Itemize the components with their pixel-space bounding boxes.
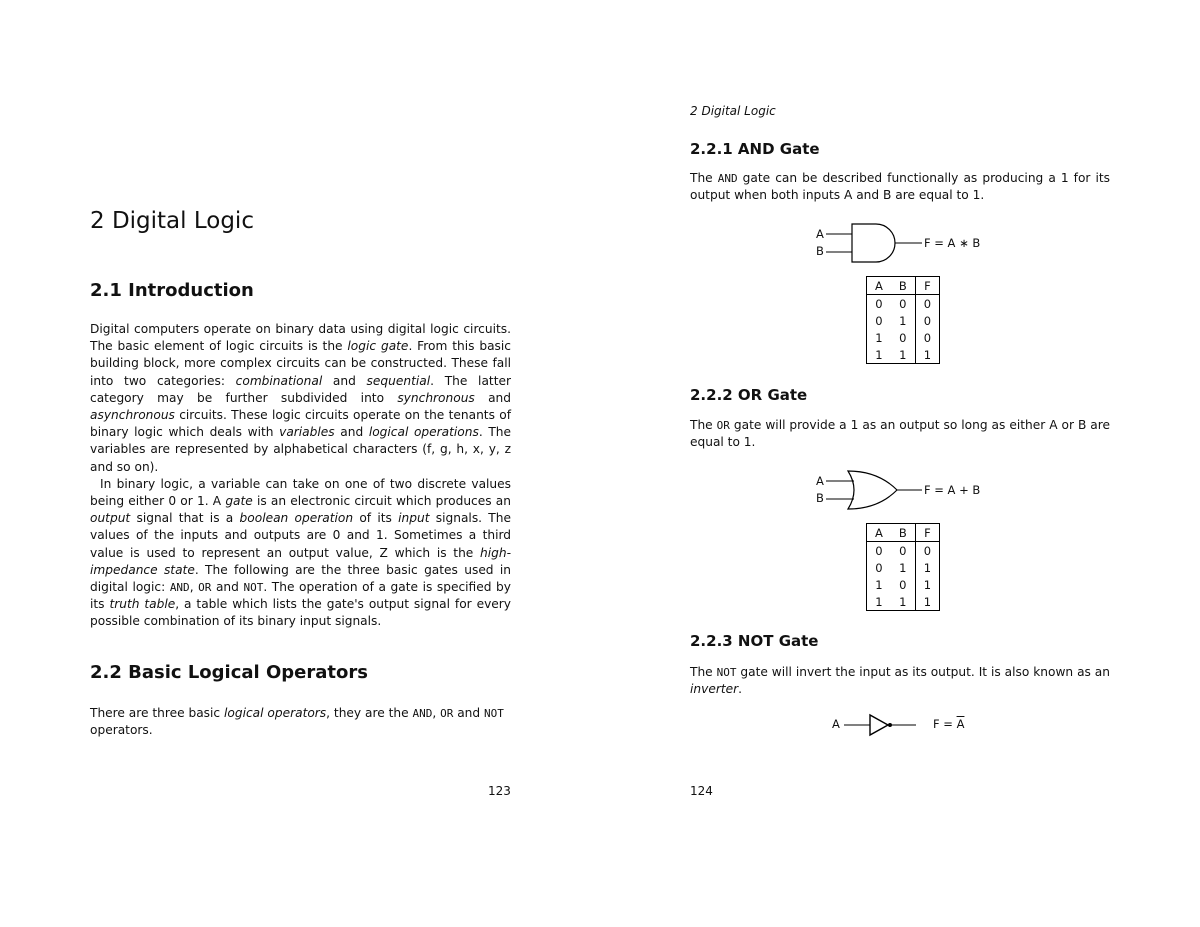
and-col-f: F (915, 277, 939, 295)
emphasis-text: sequential (366, 373, 431, 388)
code-text: OR (440, 707, 454, 720)
text-run: . The operation of a gate is specified by its (90, 580, 511, 612)
text-run: circuits. These logic circuits operate on the tenants of binary logic which deals with (90, 408, 511, 440)
emphasis-text: synchronous (397, 390, 475, 405)
text-run: The (690, 665, 717, 679)
basic-operators-paragraph (90, 705, 511, 739)
or-input-b-label: B (816, 491, 824, 505)
or-col-b: B (891, 524, 915, 542)
text-run: In binary logic, a variable can take on one of two discrete values being either 0 or 1. A (90, 476, 511, 509)
not-gate-symbol (830, 712, 930, 738)
table-cell: 1 (875, 330, 883, 345)
chapter-title: 2 Digital Logic (90, 208, 254, 234)
table-cell: 0 (875, 313, 883, 328)
or-gate-paragraph (690, 417, 1110, 451)
table-cell: 1 (875, 594, 883, 609)
text-run: and (474, 390, 511, 405)
not-gate-diagram (830, 712, 980, 738)
table-cell: 0 (915, 329, 939, 346)
not-gate-heading: 2.2.3 NOT Gate (690, 632, 819, 650)
table-cell: 0 (899, 330, 907, 345)
text-run: , they are the (326, 706, 413, 720)
table-cell: 1 (915, 576, 939, 593)
and-input-b-label: B (816, 244, 824, 258)
emphasis-text: combinational (235, 373, 323, 388)
table-cell: 1 (915, 593, 939, 611)
table-row (867, 576, 940, 593)
text-run: and (211, 580, 244, 595)
text-run: gate can be described functionally as producing a 1 for its output when both inputs A and B are equal to 1. (690, 171, 1110, 203)
not-input-a-label: A (832, 717, 840, 731)
text-run: , (189, 580, 199, 595)
code-text: AND (717, 172, 738, 185)
table-cell: 1 (899, 313, 907, 328)
and-gate-description (690, 170, 1110, 204)
text-run: gate will invert the input as its output. It is also known as an (736, 665, 1111, 679)
running-head: 2 Digital Logic (690, 104, 776, 118)
emphasis-text: high-impedance state (90, 545, 511, 577)
table-cell: 0 (875, 543, 883, 558)
or-input-a-label: A (816, 474, 824, 488)
code-text: NOT (484, 707, 504, 720)
table-cell: 1 (915, 559, 939, 576)
table-cell: 1 (875, 577, 883, 592)
table-cell: 0 (915, 542, 939, 560)
table-cell: 1 (875, 347, 883, 362)
emphasis-text: truth table (109, 597, 176, 612)
code-text: NOT (716, 666, 737, 679)
text-run: of its (353, 511, 399, 526)
not-output-prefix: F = (933, 717, 957, 731)
and-gate-heading: 2.2.1 AND Gate (690, 140, 820, 158)
or-col-f: F (915, 524, 939, 542)
table-cell: 0 (899, 296, 907, 311)
or-gate-symbol (812, 469, 1012, 513)
table-cell: 1 (899, 347, 907, 362)
and-input-a-label: A (816, 227, 824, 241)
and-output-expression: F = A ∗ B (924, 236, 981, 250)
emphasis-text: boolean operation (239, 511, 354, 526)
text-run: is an electronic circuit which produces an (252, 494, 511, 509)
or-output-expression: F = A + B (924, 483, 981, 497)
table-row (867, 295, 940, 313)
table-cell: 0 (899, 543, 907, 558)
table-cell: 1 (915, 346, 939, 364)
text-run: There are three basic (90, 706, 224, 720)
code-text: OR (716, 419, 730, 432)
emphasis-text: logical operators (224, 706, 327, 720)
table-row (867, 346, 940, 364)
table-cell: 0 (899, 577, 907, 592)
and-truth-table (866, 276, 940, 364)
and-col-a: A (867, 277, 891, 295)
intro-paragraph-2 (90, 476, 511, 631)
table-row (867, 593, 940, 611)
section-heading-introduction: 2.1 Introduction (90, 280, 254, 301)
not-output-variable: $\overline{A}$ (956, 717, 965, 731)
not-output-expression (933, 717, 964, 731)
code-text: NOT (243, 581, 264, 595)
code-text: AND (169, 581, 190, 595)
text-run: . From this basic building block, more complex circuits can be constructed. These fall into two categories: (90, 339, 511, 388)
page-number-right: 124 (690, 784, 713, 798)
and-table-header (867, 277, 940, 295)
table-cell: 0 (915, 312, 939, 329)
table-row (867, 542, 940, 560)
text-run: . The latter category may be further subdivided into (90, 373, 511, 405)
text-run: , a table which lists the gate's output signal for every possible combination of its binary input signals. (90, 597, 512, 629)
or-truth-table (866, 523, 940, 611)
section-heading-basic-operators: 2.2 Basic Logical Operators (90, 662, 368, 683)
table-row (867, 559, 940, 576)
not-gate-paragraph (690, 664, 1110, 698)
text-run: Digital computers operate on binary data using digital logic circuits. The basic element of logic circuits is the (90, 322, 511, 354)
emphasis-text: asynchronous (90, 408, 175, 423)
table-cell: 0 (875, 560, 883, 575)
or-gate-diagram (812, 469, 1012, 513)
text-run: signal that is a (130, 511, 240, 526)
or-table-header (867, 524, 940, 542)
intro-paragraph-1 (90, 321, 511, 476)
emphasis-text: gate (225, 494, 253, 509)
not-gate-description (690, 664, 1110, 698)
or-col-a: A (867, 524, 891, 542)
emphasis-text: input (398, 511, 430, 526)
text-run: and (334, 425, 369, 440)
text-run: . The variables are represented by alphabetical characters (f, g, h, x, y, z and so on). (90, 425, 511, 474)
emphasis-text: variables (279, 425, 335, 440)
and-col-b: B (891, 277, 915, 295)
text-run: , (432, 706, 441, 720)
table-row (867, 312, 940, 329)
text-run: . (738, 682, 742, 697)
table-cell: 1 (899, 560, 907, 575)
and-gate-symbol (812, 222, 1012, 266)
emphasis-text: logical operations (368, 425, 479, 440)
text-run: and (322, 373, 367, 388)
and-gate-diagram (812, 222, 1012, 266)
table-cell: 0 (915, 295, 939, 313)
text-run: signals. The values of the inputs and outputs are 0 and 1. Sometimes a third value is used to represent an output value, Z which is the (90, 511, 511, 560)
emphasis-text: logic gate (347, 339, 409, 354)
basic-operators-body (90, 705, 511, 739)
text-run: The (690, 171, 718, 185)
table-row (867, 329, 940, 346)
text-run: gate will provide a 1 as an output so long as either A or B are equal to 1. (690, 418, 1110, 450)
and-gate-paragraph (690, 170, 1110, 204)
emphasis-text: inverter (690, 682, 739, 697)
emphasis-text: output (90, 511, 131, 526)
or-gate-heading: 2.2.2 OR Gate (690, 386, 808, 404)
page-number-left: 123 (488, 784, 511, 798)
text-run: . The following are the three basic gates used in digital logic: (90, 562, 511, 595)
table-cell: 0 (875, 296, 883, 311)
introduction-body (90, 321, 511, 631)
code-text: AND (412, 707, 433, 720)
text-run: The (690, 418, 717, 432)
or-gate-description (690, 417, 1110, 451)
table-cell: 1 (899, 594, 907, 609)
code-text: OR (198, 581, 212, 595)
text-run: and (453, 706, 485, 720)
text-run: operators. (90, 723, 153, 738)
